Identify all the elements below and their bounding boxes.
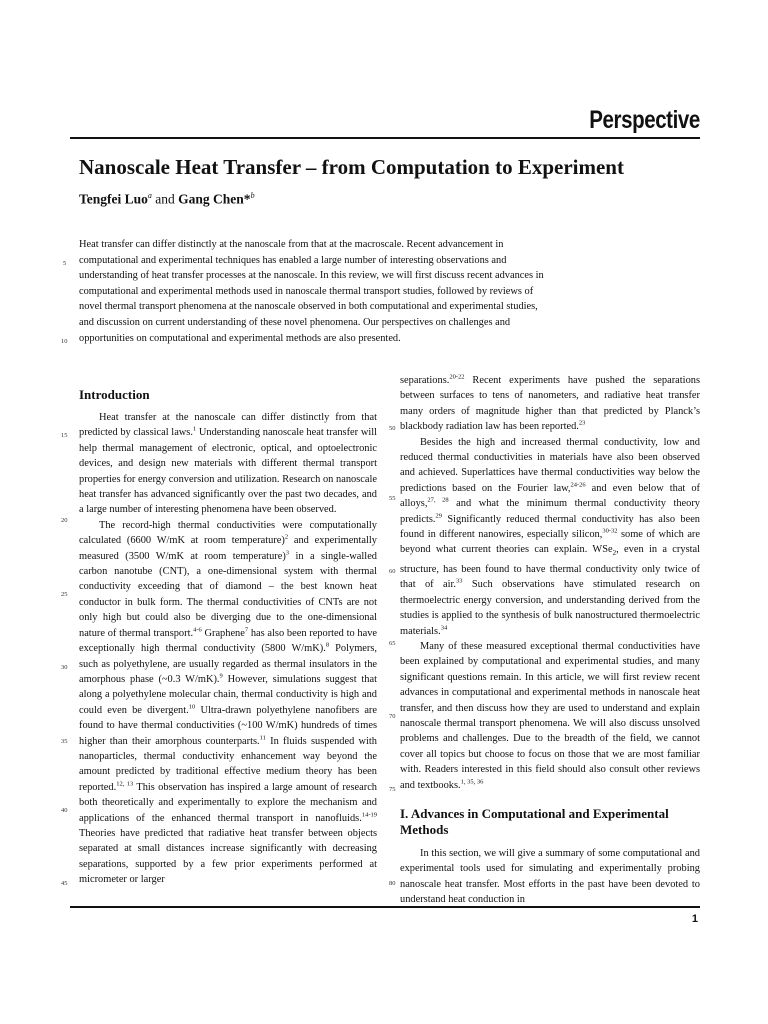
header-rule <box>70 137 700 139</box>
line-number: 60 <box>389 568 396 575</box>
author-conjunction: and <box>155 191 175 207</box>
abstract: Heat transfer can differ distinctly at the nanoscale from that at the macroscale. Recent advancement in computational and experimental techniques has enabled a large number of interesting observations and understanding of heat transfer processes at the nanoscale. In this review, we will first discuss recent advances in computational and experimental methods used in nanoscale thermal transport studies, followed by reviews of novel thermal transport phenomena at the nanoscale observed in both computational and experimental studies, and discussion on current understanding of these novel phenomena. Our perspectives on challenges and opportunities on computational and experimental methods are also presented. <box>79 239 544 344</box>
intro-paragraph-2-cont: separations.$^{20-22}$ Recent experiments have pushed the separations between surfaces to tens of nanometers, and radiative heat transfer many orders of magnitude higher than that predicted by Planck’s blackbody radiation law has been reported.$^{23}$ <box>400 373 700 433</box>
line-number: 45 <box>61 880 68 887</box>
line-number: 75 <box>389 786 396 793</box>
article-title: Nanoscale Heat Transfer – from Computation to Experiment <box>79 155 624 179</box>
line-number: 55 <box>389 495 396 502</box>
column-right <box>400 373 700 793</box>
footer-rule <box>70 906 700 908</box>
line-number: 40 <box>61 807 68 814</box>
line-number: 35 <box>61 738 68 745</box>
intro-paragraph-4: Many of these measured exceptional thermal conductivities have been explained by computational and experimental studies, and many significant questions remain. In this article, we will first review recent advances in computational and experimental methods in nanoscale heat transfer, and then discuss how they are used to understand and explain nanoscale thermal transport phenomena. We will also discuss unsolved problems and challenges. Due to the breadth of the field, we cannot cover all topics but choose to focus on those that we are most familiar with. Readers interested in this field should also consult other reviews and textbooks.$^{1, 35, 36}$ <box>400 640 700 791</box>
intro-heading: Introduction <box>79 387 150 402</box>
author-2-affil: b <box>250 191 255 200</box>
author-2: Gang Chen* <box>178 191 251 207</box>
author-1: Tengfei Luo <box>79 191 148 207</box>
line-number: 20 <box>61 517 68 524</box>
intro-paragraph-1: Heat transfer at the nanoscale can differ distinctly from that predicted by classical laws.$^1$ Understanding nanoscale heat transfer will help thermal management of electronic, optical, and optoelectronic devices, and design new materials with different thermal transport properties for energy conversion and utilization. Research on nanoscale heat transfer has advanced significantly over the past two decades, and a large number of interesting phenomena have been observed. <box>79 412 377 516</box>
advances-paragraph-1: In this section, we will give a summary of some computational and experimental tools used for simulating and experimentally probing nanoscale heat transfer. Most efforts in the past have been devoted to understand heat conduction in <box>400 848 700 906</box>
intro-paragraph-2: The record-high thermal conductivities were computationally calculated (6600 W/mK at room temperature)$^2$ and experimentally measured (3500 W/mK at room temperature)$^3$ in a single-walled carbon nanotube (CNT), a one-dimensional system with thermal conductivity exceeding that of diamond – the best known heat conductor in bulk form. The thermal conductivities of CNTs are not only high but could also be diverging due to the one-dimensional nature of thermal transport.$^{4-6}$ Graphene$^7$ has also been reported to have exceptionally high thermal conductivity (5800 W/mK).$^8$ Polymers, such as polyethylene, are usually regarded as thermal insulators in the amorphous phase (~0.3 W/mK).$^9$ However, simulations suggest that along a polyethylene molecular chain, thermal conductivity is high and could even be divergent.$^{10}$ Ultra-drawn polyethylene nanofibers are found to have thermal conductivities (~100 W/mK) hundreds of times higher than their amorphous counterparts.$^{11}$ In fluids suspended with nanoparticles, thermal conductivity enhancement way beyond the amount predicted by traditional effective medium theory has been reported.$^{12, 13}$ This observation has inspired a large amount of research both theoretically and experimentally to explore the mechanism and applications of the enhanced thermal transport in nanofluids.$^{14-19}$ Theories have predicted that radiative heat transfer between objects separated at small distances increase significantly with decreasing separations, supported by a few prior experiments performed at micrometer or larger <box>79 519 378 886</box>
advances-heading: I. Advances in Computational and Experimental Methods <box>400 806 669 837</box>
authors <box>79 191 255 208</box>
line-number: 25 <box>61 591 68 598</box>
line-number: 30 <box>61 664 68 671</box>
intro-paragraph-3: Besides the high and increased thermal conductivity, low and reduced thermal conductivities in materials have also been observed and achieved. Superlattices have thermal conductivities way below the predictions based on the Fourier law,$^{24-26}$ and even below that of alloys,$^{27, 28}$ and what the minimum thermal conductivity theory predicts.$^{29}$ Significantly reduced thermal conductivity has also been found in different nanowires, especially silicon,$^{30-32}$ some of which are beyond what current theories can explain. WSe$_2$, even in a crystal structure, has been found to have thermal conductivity only twice of that of air.$^{33}$ Such observations have stimulated research on thermoelectric energy conversion, and understanding derived from the studies is applied to the synthesis of bulk nanostructured thermoelectric materials.$^{34}$ <box>400 436 701 637</box>
column-left <box>79 410 377 888</box>
line-number: 5 <box>63 260 67 267</box>
line-number: 65 <box>389 640 396 647</box>
author-1-affil: a <box>147 191 152 200</box>
page-number: 1 <box>691 913 698 925</box>
line-number: 15 <box>61 432 68 439</box>
line-number: 50 <box>389 425 396 432</box>
line-number: 70 <box>389 713 396 720</box>
section-label: Perspective <box>589 106 700 134</box>
line-number: 10 <box>61 338 68 345</box>
line-number: 80 <box>389 880 396 887</box>
